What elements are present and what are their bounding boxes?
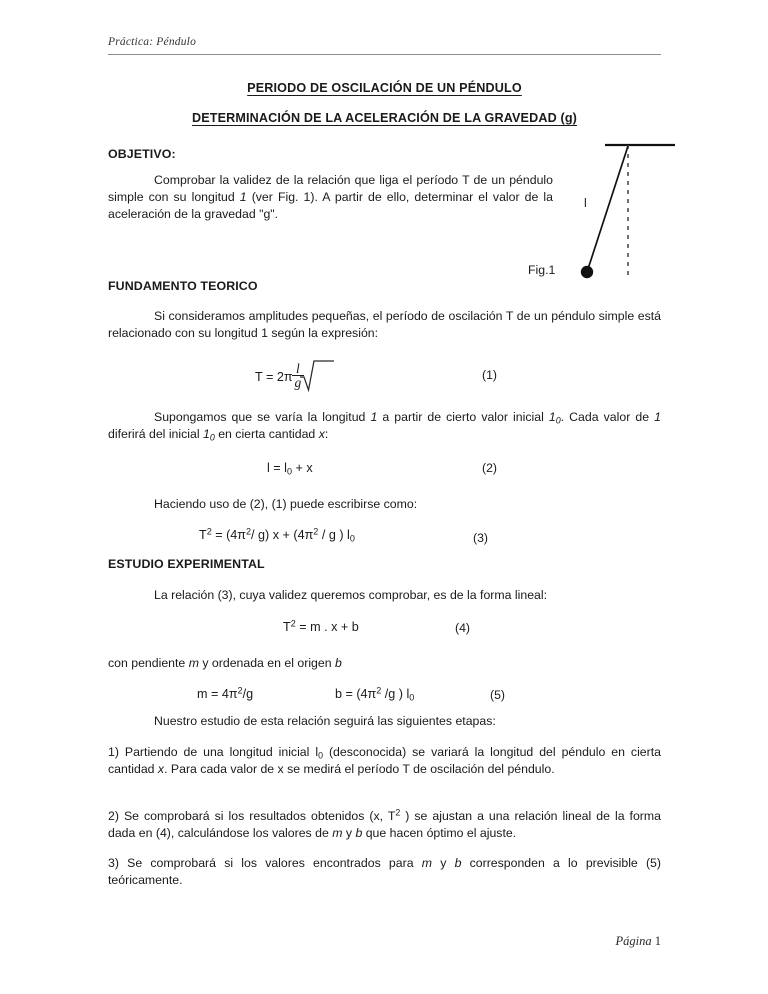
fundamento-p2-e: en cierta cantidad	[214, 427, 319, 442]
fundamento-p2-var4: 1	[203, 427, 210, 442]
fundamento-p2-var3: 1	[654, 410, 661, 424]
equation-3-t-sup: 2	[206, 526, 212, 537]
objetivo-text-part2: (ver Fig. 1). A partir de ello, determinar el valor de la aceleración de la gravedad "g".	[108, 190, 553, 222]
fundamento-text: Si consideramos amplitudes pequeñas, el período de oscilación T de un péndulo simple está relacionado con su longitud 1 según la expresión:	[108, 309, 661, 341]
equation-4-rest: = m . x + b	[295, 620, 359, 634]
fundamento-p2-f: :	[324, 427, 329, 442]
etapa3-b: y	[432, 856, 455, 870]
equation-5-b-sub: 0	[409, 692, 415, 703]
etapa1-c: . Para cada valor de x se medirá el período T de oscilación del péndulo.	[164, 762, 555, 777]
paragraph-fundamento-1	[108, 308, 661, 342]
document-title-primary-text: PERIODO DE OSCILACIÓN DE UN PÉNDULO	[247, 81, 522, 95]
fundamento-p2-var2: 1	[548, 410, 556, 424]
etapa3-c: corresponden a lo previsible (5) teóricamente.	[108, 856, 661, 888]
document-title-secondary-text: DETERMINACIÓN DE LA ACELERACIÓN DE LA GRAVEDAD (g)	[191, 111, 578, 125]
etapa3-m: m	[421, 856, 432, 870]
equation-2-number: (2)	[482, 461, 498, 475]
list-item-etapa-3	[108, 855, 661, 889]
objetivo-text-part1: Comprobar la validez de la relación que liga el período T de un péndulo simple con su longitud	[108, 173, 553, 205]
estudio-p1-text: La relación (3), cuya validez queremos comprobar, es de la forma lineal:	[154, 588, 548, 602]
estudio-p2-a: con pendiente	[108, 656, 189, 670]
etapa3-b-var: b	[454, 856, 462, 870]
equation-2	[267, 461, 313, 475]
figure-length-label: l	[584, 196, 587, 210]
equation-1	[255, 358, 306, 392]
equation-5-b-sup: 2	[376, 685, 382, 696]
equation-1-number: (1)	[482, 368, 498, 382]
equation-3-mid-a: = (4π	[211, 528, 246, 542]
equation-3-l-sub: 0	[349, 533, 355, 544]
equation-1-lhs: T = 2π	[255, 370, 293, 384]
objetivo-var-l: 1	[239, 190, 247, 205]
document-title-secondary	[108, 111, 661, 125]
equation-1-denominator: g	[292, 375, 305, 390]
list-item-etapa-2	[108, 808, 661, 842]
equation-5-m-a: m = 4π	[197, 687, 238, 701]
running-header-text: Práctica: Péndulo	[108, 36, 197, 48]
equation-2-a: l = l	[267, 461, 287, 475]
pendulum-string	[588, 146, 628, 269]
paragraph-fundamento-2	[108, 409, 661, 443]
equation-4-t-sup: 2	[290, 618, 296, 629]
equation-3-mid-c: / g ) l	[318, 528, 350, 542]
equation-5-number: (5)	[490, 688, 506, 702]
etapa1-sub: 0	[318, 750, 323, 761]
fundamento-p2-b: a partir de cierto valor inicial	[377, 410, 549, 424]
paragraph-estudio-2	[108, 655, 661, 672]
heading-estudio: ESTUDIO EXPERIMENTAL	[108, 557, 265, 571]
running-header	[108, 36, 661, 55]
estudio-p2-m: m	[188, 656, 199, 670]
equation-1-numerator: l	[296, 361, 300, 376]
estudio-p2-b-var: b	[334, 656, 342, 670]
etapa1-x: x	[157, 762, 165, 777]
etapa1-a: 1) Partiendo de una longitud inicial l	[108, 745, 319, 759]
equation-5-intercept	[335, 687, 414, 701]
equation-1-expression	[255, 358, 306, 392]
equation-5-slope	[197, 687, 253, 701]
header-rule	[108, 54, 661, 55]
estudio-p3-text: Nuestro estudio de esta relación seguirá las siguientes etapas:	[154, 714, 496, 728]
equation-3-pi-sup-2: 2	[313, 526, 319, 537]
equation-4-t: T	[283, 620, 291, 634]
fundamento-p2-var1: 1	[370, 410, 378, 424]
etapa2-b-var: b	[355, 826, 363, 841]
etapa2-m: m	[332, 826, 343, 841]
fundamento-p3-text: Haciendo uso de (2), (1) puede escribirse como:	[154, 497, 418, 511]
paragraph-fundamento-3	[108, 496, 661, 513]
fundamento-p2-a: Supongamos que se varía la longitud	[154, 410, 371, 424]
fundamento-p2-var5: x	[318, 427, 325, 442]
figure-caption: Fig.1	[528, 263, 556, 277]
etapa1-b: (desconocida) se variará la longitud del péndulo en cierta cantidad	[108, 745, 661, 777]
page-footer	[108, 934, 661, 949]
estudio-p2-b: y ordenada en el origen	[198, 656, 335, 670]
heading-objetivo: OBJETIVO:	[108, 147, 176, 161]
etapa3-a: 3) Se comprobará si los valores encontrados para	[108, 856, 422, 870]
document-title-primary	[108, 81, 661, 95]
equation-3	[199, 528, 355, 542]
etapa2-sup: 2	[395, 807, 401, 818]
fundamento-p2-var2-sub: 0	[555, 415, 561, 426]
equation-5-m-b: /g	[242, 687, 254, 701]
fundamento-p2-c: . Cada valor de	[560, 410, 655, 424]
paragraph-estudio-3	[108, 713, 661, 730]
etapa2-b: ) se ajustan a una relación lineal de la forma dada en (4), calculándose los valores de	[108, 809, 661, 841]
equation-5-b-a: b = (4π	[335, 687, 377, 701]
equation-5-b-b: /g ) l	[381, 687, 410, 701]
equation-2-sub: 0	[286, 466, 292, 477]
paragraph-estudio-1	[108, 587, 661, 604]
footer-label: Página	[615, 934, 652, 948]
paragraph-objetivo	[108, 172, 553, 224]
equation-4-number: (4)	[455, 621, 471, 635]
pendulum-figure	[520, 133, 690, 293]
heading-fundamento: FUNDAMENTO TEORICO	[108, 279, 258, 293]
pendulum-bob	[581, 266, 593, 278]
footer-page-number: 1	[654, 934, 661, 948]
equation-3-pi-sup-1: 2	[246, 526, 252, 537]
etapa2-a: 2) Se comprobará si los resultados obtenidos (x, T	[108, 809, 396, 823]
equation-5-m-sup: 2	[237, 685, 243, 696]
list-item-etapa-1	[108, 744, 661, 778]
fundamento-p2-var4-sub: 0	[209, 432, 215, 443]
equation-3-t: T	[199, 528, 207, 542]
etapa2-c: y	[342, 826, 356, 841]
equation-2-b: + x	[292, 461, 313, 475]
equation-4	[283, 620, 359, 634]
fundamento-p2-d: diferirá del inicial	[108, 427, 204, 442]
equation-1-fraction	[290, 362, 307, 390]
etapa2-d: que hacen óptimo el ajuste.	[362, 826, 517, 841]
equation-3-number: (3)	[473, 531, 489, 545]
equation-3-mid-b: / g) x + (4π	[251, 528, 314, 542]
